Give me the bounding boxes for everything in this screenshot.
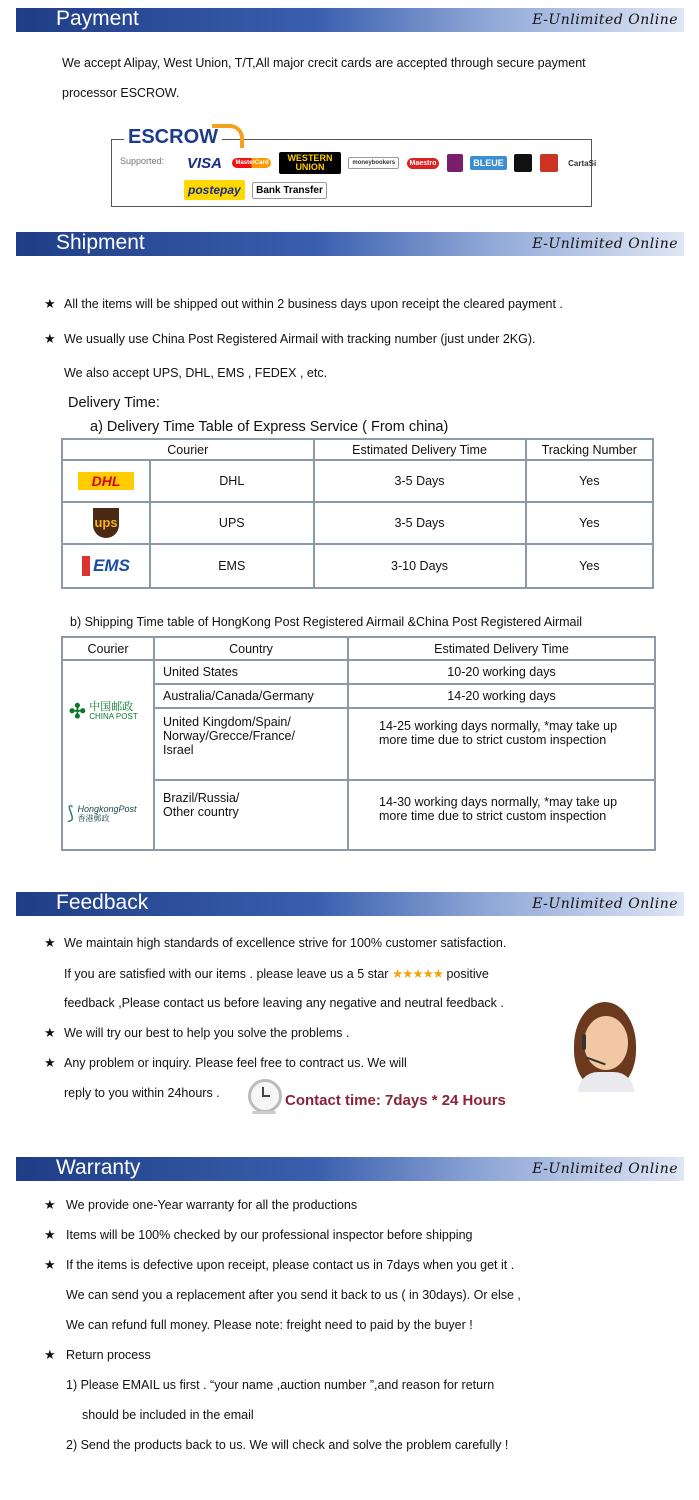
country-cell [154,708,348,780]
warranty-bullet-cont: We can refund full money. Please note: freight need to paid by the buyer ! [66,1318,473,1332]
escrow-swoosh-icon [212,124,244,148]
time-cell: 3-5 Days [314,502,526,544]
brand-label: E-Unlimited Online [532,1161,678,1177]
column-header: Courier [62,439,314,460]
brand-label: E-Unlimited Online [532,236,678,252]
bullet-star-icon: ★ [44,296,56,311]
express-table [61,438,654,589]
shipment-header [16,232,684,256]
feedback-bullet-cont: reply to you within 24hours . [64,1086,220,1100]
time-text: 14-25 working days normally, *may take up more time due to strict custom inspection [379,719,618,747]
feedback-bullet: We will try our best to help you solve the problems . [64,1026,350,1040]
feedback-header [16,892,684,916]
return-step-cont: should be included in the email [82,1408,254,1422]
cartasi-icon: CartaSi [568,158,597,168]
time-cell: 14-20 working days [348,684,655,708]
time-cell: 10-20 working days [348,660,655,684]
warranty-bullet-cont: We can send you a replacement after you send it back to us ( in 30days). Or else , [66,1288,521,1302]
return-step: 1) Please EMAIL us first . “your name ,auction number ”,and reason for return [66,1378,495,1392]
table-row [62,460,653,502]
bullet-star-icon: ★ [44,1055,56,1070]
bank-transfer-icon: Bank Transfer [252,182,327,199]
mastercard-icon: MasterCard [232,158,271,168]
warranty-bullet: Items will be 100% checked by our professional inspector before shipping [66,1228,473,1242]
table-row [62,660,655,684]
payment-methods-row2 [184,180,330,200]
feedback-text: positive [446,967,489,981]
warranty-bullet: If the items is defective upon receipt, please contact us in 7days when you get it . [66,1258,515,1272]
section-title: Shipment [56,231,145,254]
ems-icon: EMS [82,556,130,576]
payment-methods-row1 [184,152,597,174]
bullet-star-icon: ★ [44,1257,56,1272]
courier-cell: DHL [150,460,314,502]
payment-header [16,8,684,32]
section-title: Warranty [56,1156,141,1179]
feedback-bullet-cont: feedback ,Please contact us before leaving any negative and neutral feedback . [64,996,504,1010]
five-star-icon: ★★★★★ [391,967,443,981]
bullet-star-icon: ★ [44,331,56,346]
column-header: Country [154,637,348,660]
tracking-cell: Yes [526,460,653,502]
card-icon [447,154,463,172]
feedback-text: If you are satisfied with our items . please leave us a 5 star [64,967,389,981]
china-post-cn: 中国邮政 [89,700,134,713]
feedback-bullet-cont [64,966,489,981]
table-a-title: a) Delivery Time Table of Express Service ( From china) [90,419,449,435]
table-row [62,544,653,588]
time-text: 14-30 working days normally, *may take up more time due to strict custom inspection [379,795,618,823]
shipment-bullet: We usually use China Post Registered Airmail with tracking number (just under 2KG). [64,332,536,346]
moneybookers-icon: moneybookers [348,157,399,169]
section-title: Payment [56,7,139,30]
country-cell: United States [154,660,348,684]
carte-bleue-icon: BLEUE [470,156,507,170]
country-text: United Kingdom/Spain/ Norway/Grecce/France/ Israel [163,715,295,757]
warranty-header [16,1157,684,1181]
brand-label: E-Unlimited Online [532,12,678,28]
payment-text: We accept Alipay, West Union, T/T,All major crecit cards are accepted through secure payment [62,56,586,70]
china-post-icon: ✣ [69,701,86,723]
airmail-table [61,636,656,851]
shipment-bullet-cont: We also accept UPS, DHL, EMS , FEDEX , etc. [64,366,328,380]
maestro-icon: Maestro [407,158,440,169]
support-agent-avatar [568,1000,640,1092]
column-header: Tracking Number [526,439,653,460]
card-icon-2 [514,154,532,172]
supported-label: Supported: [120,156,165,166]
section-title: Feedback [56,891,149,914]
table-row [62,502,653,544]
return-step: 2) Send the products back to us. We will check and solve the problem carefully ! [66,1438,509,1452]
escrow-box [111,126,597,207]
shipment-bullet: All the items will be shipped out within 2 business days upon receipt the cleared payment . [64,297,563,311]
bullet-star-icon: ★ [44,1025,56,1040]
hongkong-post-en: HongkongPost [77,803,137,814]
escrow-logo: ESCROW [124,126,222,149]
feedback-bullet: Any problem or inquiry. Please feel free to contract us. We will [64,1056,407,1070]
ems-logo-cell [62,544,150,588]
country-text: Brazil/Russia/ Other country [163,791,240,819]
warranty-bullet: Return process [66,1348,151,1362]
country-cell [154,780,348,850]
clock-icon [246,1075,280,1115]
table-header-row [62,637,655,660]
post-logos-cell [62,660,154,850]
dhl-icon: DHL [78,472,135,490]
card-icon-3 [540,154,558,172]
courier-cell: EMS [150,544,314,588]
column-header: Estimated Delivery Time [314,439,526,460]
postepay-icon: postepay [184,180,245,200]
country-cell: Australia/Canada/Germany [154,684,348,708]
tracking-cell: Yes [526,502,653,544]
china-post-en: CHINA POST [89,711,138,721]
column-header: Estimated Delivery Time [348,637,655,660]
bullet-star-icon: ★ [44,935,56,950]
time-cell: 3-10 Days [314,544,526,588]
table-b-title: b) Shipping Time table of HongKong Post Registered Airmail &China Post Registered Airmail [70,615,583,629]
time-cell: 3-5 Days [314,460,526,502]
payment-text-2: processor ESCROW. [62,86,180,100]
courier-cell: UPS [150,502,314,544]
contact-time: Contact time: 7days * 24 Hours [285,1092,506,1109]
feedback-bullet: We maintain high standards of excellence strive for 100% customer satisfaction. [64,936,507,950]
bullet-star-icon: ★ [44,1197,56,1212]
visa-icon: VISA [187,154,223,172]
warranty-bullet: We provide one-Year warranty for all the productions [66,1198,358,1212]
dhl-logo-cell [62,460,150,502]
brand-label: E-Unlimited Online [532,896,678,912]
time-cell [348,780,655,850]
bullet-star-icon: ★ [44,1347,56,1362]
hongkong-post-logo [67,803,137,824]
table-header-row [62,439,653,460]
hongkong-post-cn: 香港郵政 [77,813,110,823]
china-post-logo [69,699,138,724]
hongkong-post-icon: ⟆ [67,803,75,823]
western-union-icon: WESTERN UNION [279,152,341,174]
column-header: Courier [62,637,154,660]
time-cell [348,708,655,780]
ups-icon: ups [93,508,119,538]
ups-logo-cell [62,502,150,544]
bullet-star-icon: ★ [44,1227,56,1242]
tracking-cell: Yes [526,544,653,588]
delivery-time-label: Delivery Time: [68,395,160,411]
